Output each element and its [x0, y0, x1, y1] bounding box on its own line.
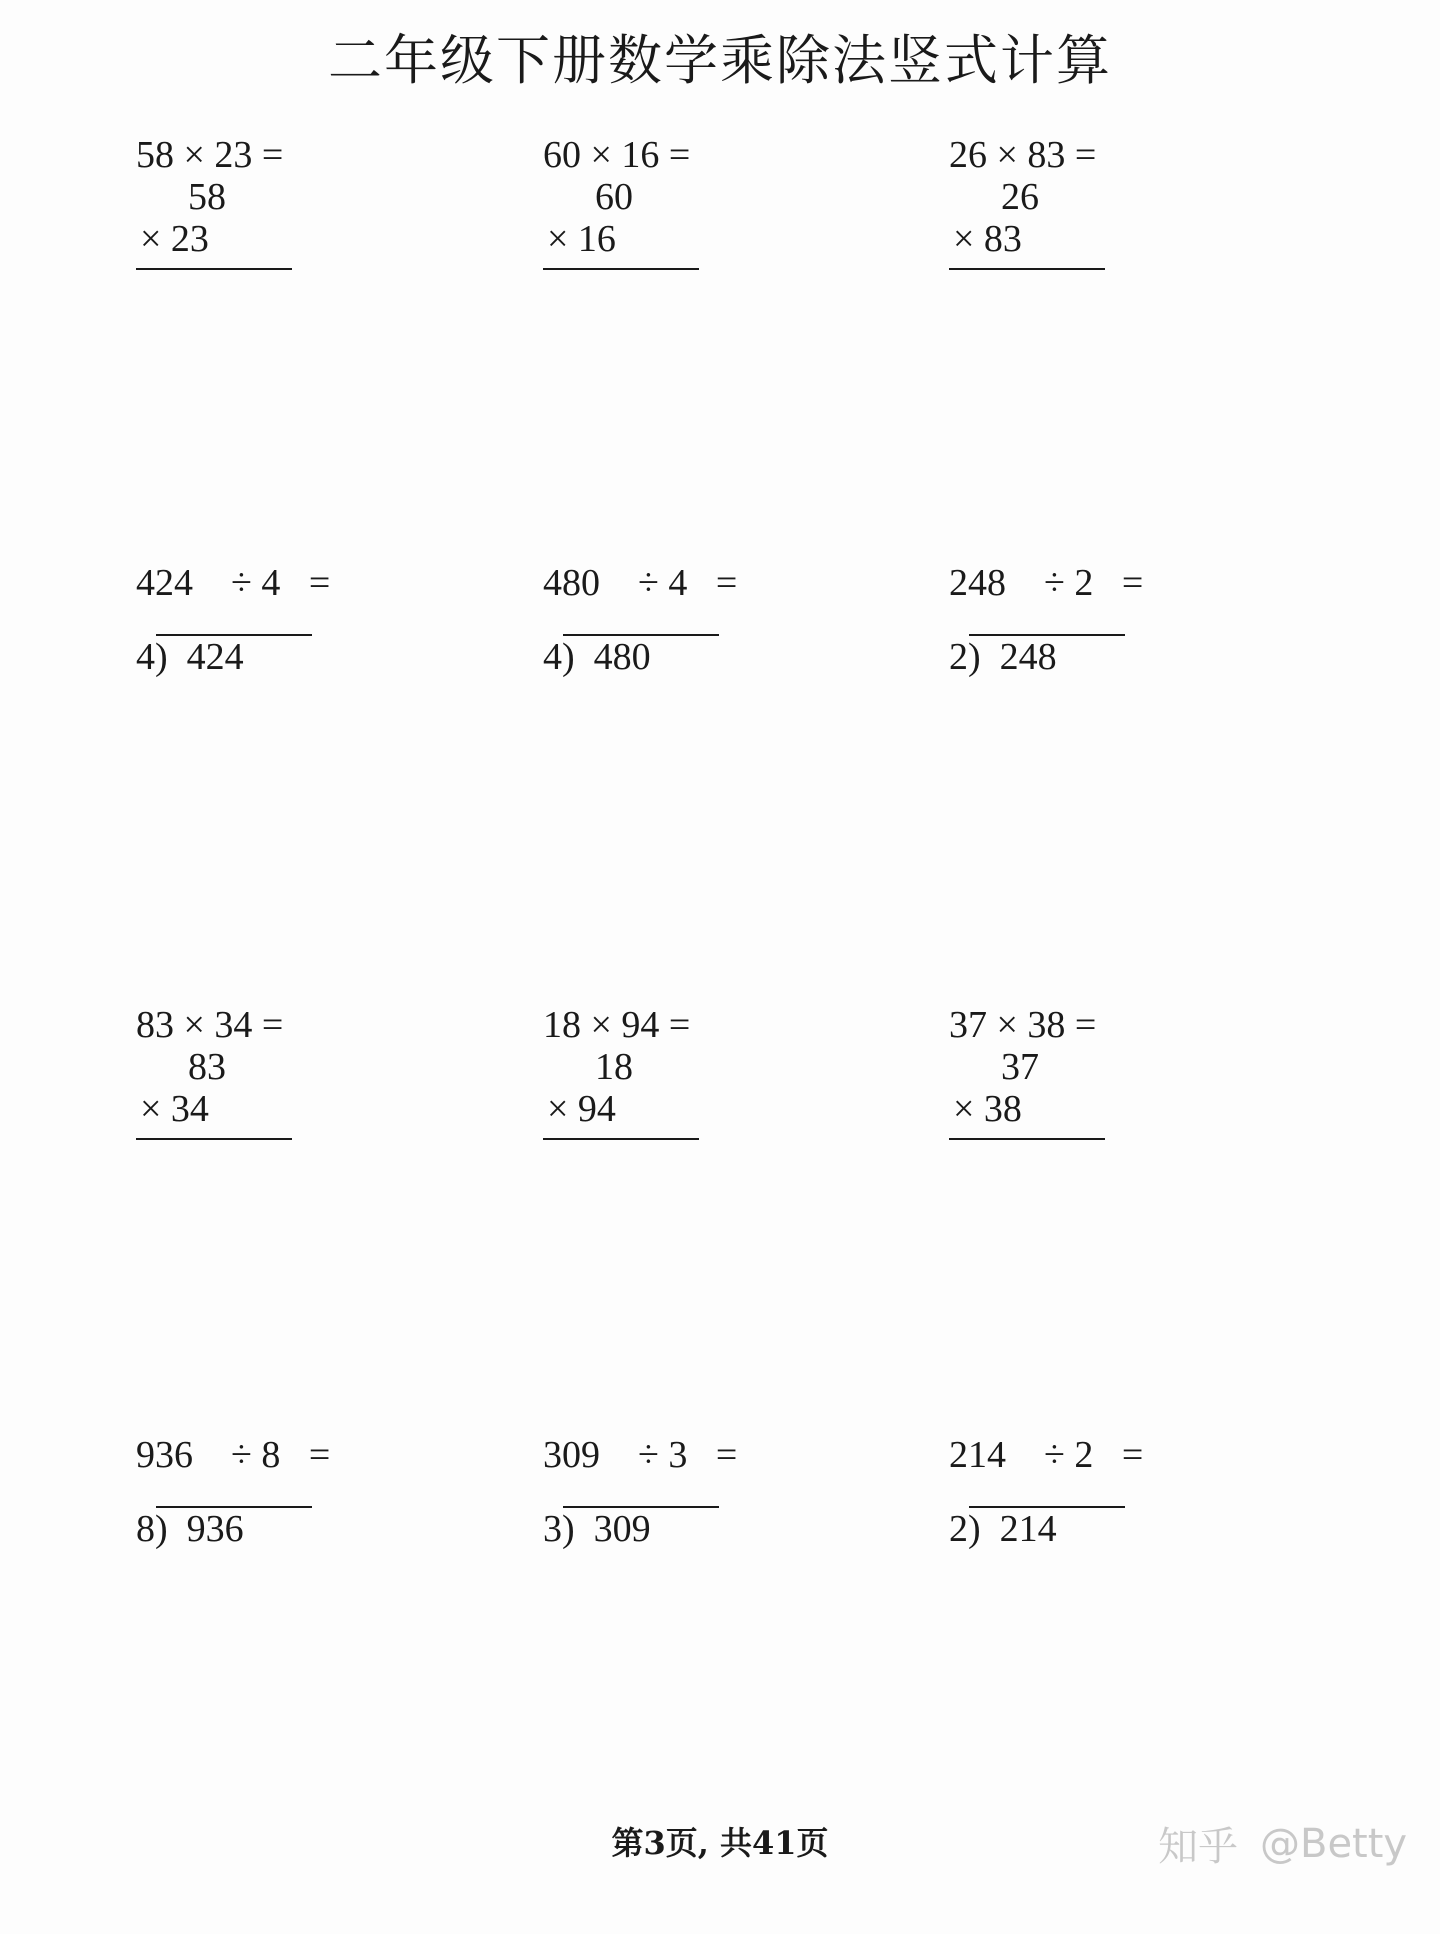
answer-line	[949, 1138, 1105, 1140]
problem-equation: 37 × 38 =	[949, 1004, 1097, 1046]
vertical-multiplicand: 26	[1001, 176, 1039, 218]
division-problem	[136, 1434, 436, 1614]
answer-line	[136, 1138, 292, 1140]
watermark	[1158, 1815, 1407, 1872]
division-problem	[543, 562, 843, 742]
page-number: 第3页, 共41页	[611, 1824, 829, 1862]
vertical-multiplier: × 23	[140, 218, 209, 260]
multiplication-problem	[949, 134, 1249, 314]
long-division-expression: 2) 214	[949, 1508, 1057, 1550]
answer-line	[543, 268, 699, 270]
page-title: 二年级下册数学乘除法竖式计算	[328, 29, 1112, 92]
problem-equation: 936 ÷ 8 =	[136, 1434, 331, 1476]
problem-equation: 60 × 16 =	[543, 134, 691, 176]
problem-equation: 83 × 34 =	[136, 1004, 284, 1046]
long-division-expression: 3) 309	[543, 1508, 651, 1550]
multiplication-problem	[949, 1004, 1249, 1184]
problem-equation: 58 × 23 =	[136, 134, 284, 176]
vertical-multiplicand: 83	[188, 1046, 226, 1088]
answer-line	[136, 268, 292, 270]
long-division-expression: 2) 248	[949, 636, 1057, 678]
problem-equation: 18 × 94 =	[543, 1004, 691, 1046]
problem-equation: 309 ÷ 3 =	[543, 1434, 738, 1476]
problem-equation: 424 ÷ 4 =	[136, 562, 331, 604]
watermark-site: 知乎	[1158, 1824, 1238, 1870]
division-problem	[949, 562, 1249, 742]
problem-equation: 248 ÷ 2 =	[949, 562, 1144, 604]
multiplication-problem	[543, 1004, 843, 1184]
vertical-multiplier: × 16	[547, 218, 616, 260]
vertical-multiplicand: 18	[595, 1046, 633, 1088]
watermark-handle: @Betty	[1260, 1820, 1408, 1867]
long-division-expression: 4) 480	[543, 636, 651, 678]
vertical-multiplier: × 38	[953, 1088, 1022, 1130]
division-problem	[543, 1434, 843, 1614]
problem-equation: 214 ÷ 2 =	[949, 1434, 1144, 1476]
multiplication-problem	[543, 134, 843, 314]
answer-line	[949, 268, 1105, 270]
multiplication-problem	[136, 134, 436, 314]
vertical-multiplicand: 37	[1001, 1046, 1039, 1088]
division-problem	[136, 562, 436, 742]
vertical-multiplier: × 83	[953, 218, 1022, 260]
problem-equation: 480 ÷ 4 =	[543, 562, 738, 604]
vertical-multiplicand: 60	[595, 176, 633, 218]
answer-line	[543, 1138, 699, 1140]
vertical-multiplier: × 34	[140, 1088, 209, 1130]
vertical-multiplier: × 94	[547, 1088, 616, 1130]
vertical-multiplicand: 58	[188, 176, 226, 218]
multiplication-problem	[136, 1004, 436, 1184]
long-division-expression: 8) 936	[136, 1508, 244, 1550]
long-division-expression: 4) 424	[136, 636, 244, 678]
problem-equation: 26 × 83 =	[949, 134, 1097, 176]
division-problem	[949, 1434, 1249, 1614]
